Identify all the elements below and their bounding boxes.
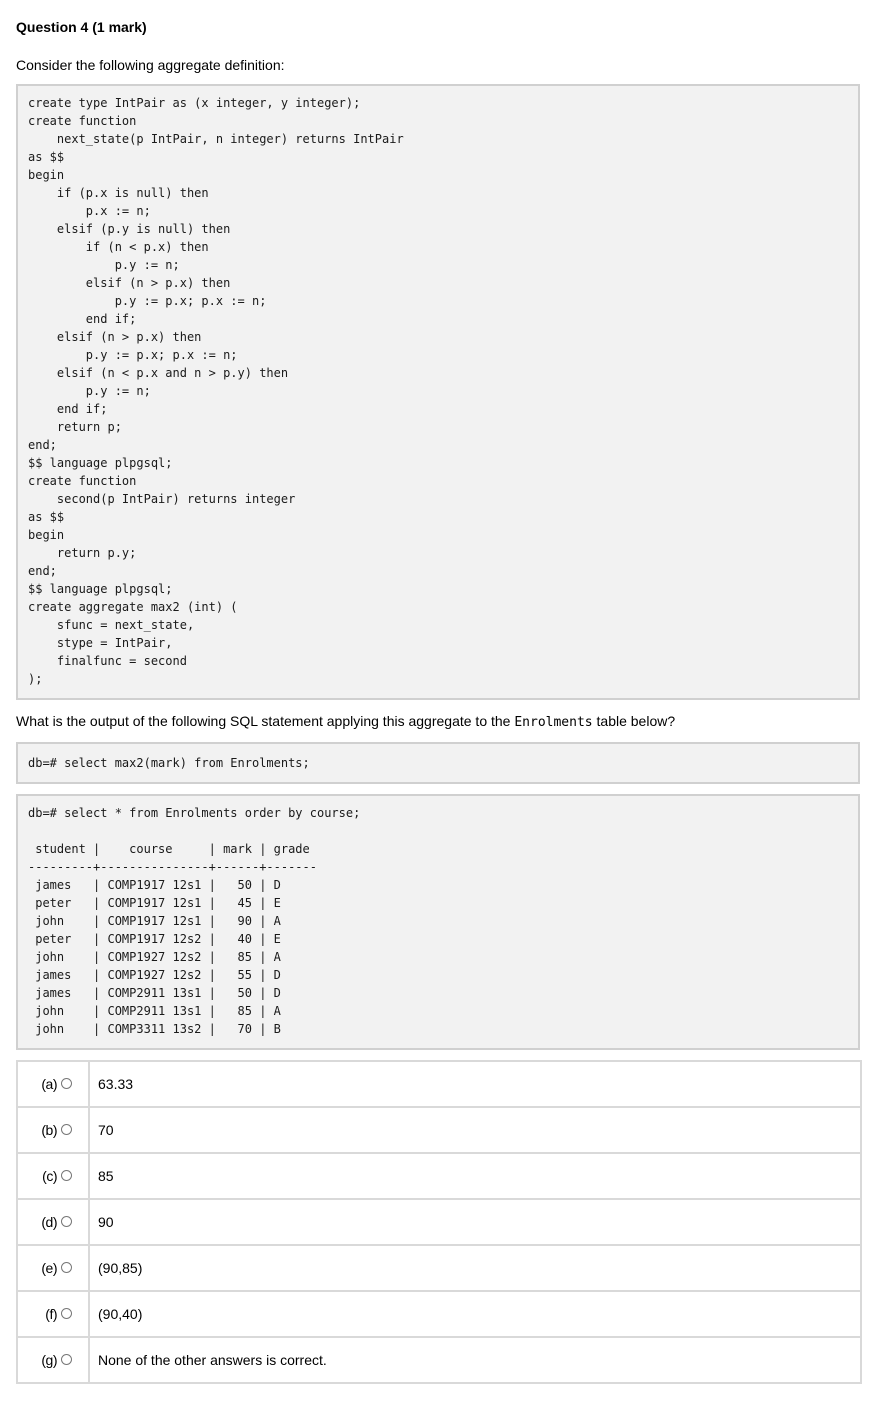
radio-button[interactable] xyxy=(61,1170,72,1181)
query-text: db=# select max2(mark) from Enrolments; xyxy=(28,756,310,770)
radio-button[interactable] xyxy=(61,1124,72,1135)
option-letter: (d) xyxy=(41,1214,57,1230)
prompt-table-name: Enrolments xyxy=(514,715,593,730)
radio-button[interactable] xyxy=(61,1262,72,1273)
option-row[interactable] xyxy=(17,1199,861,1245)
option-letter: (b) xyxy=(41,1122,57,1138)
table-output-text: db=# select * from Enrolments order by course; student | course | mark | grade ---------+---------------+------+------- james | COMP1917 12s1 | 50 | D peter | COMP1917 12s1 | 45 | E john | COMP1917 12s1 | 90 | A peter | COMP1917 12s2 | 40 | E john | COMP1927 12s2 | 85 | A james | COMP1927 12s2 | 55 | D james | COMP2911 13s1 | 50 | D john | COMP2911 13s1 | 85 | A john | COMP3311 13s2 | 70 | B xyxy=(28,806,361,1036)
option-row[interactable] xyxy=(17,1245,861,1291)
radio-button[interactable] xyxy=(61,1354,72,1365)
prompt-text-before: What is the output of the following SQL statement applying this aggregate to the xyxy=(16,713,515,729)
question-intro: Consider the following aggregate definition: xyxy=(16,57,285,73)
option-text[interactable]: None of the other answers is correct. xyxy=(89,1337,861,1383)
question-prompt xyxy=(16,712,675,732)
option-text[interactable]: 63.33 xyxy=(89,1061,861,1107)
query-block xyxy=(16,742,860,784)
option-row[interactable] xyxy=(17,1107,861,1153)
prompt-text-after: table below? xyxy=(592,713,676,729)
table-output-block xyxy=(16,794,860,1050)
option-text[interactable]: (90,85) xyxy=(89,1245,861,1291)
radio-button[interactable] xyxy=(61,1308,72,1319)
option-letter: (e) xyxy=(41,1260,57,1276)
code-text: create type IntPair as (x integer, y integer); create function next_state(p IntPair, n integer) returns IntPair as $$ begin if (p.x is null) then p.x := n; elsif (p.y is null) then if (n < p.x) then p.y := n; elsif (n > p.x) then p.y := p.x; p.x := n; end if; elsif (n > p.x) then p.y := p.x; p.x := n; elsif (n < p.x and n > p.y) then p.y := n; end if; return p; end; $$ language plpgsql; create function second(p IntPair) returns integer as $$ begin return p.y; end; $$ language plpgsql; create aggregate max2 (int) ( sfunc = next_state, stype = IntPair, finalfunc = second ); xyxy=(28,96,404,686)
question-title: Question 4 (1 mark) xyxy=(16,19,147,35)
radio-button[interactable] xyxy=(61,1216,72,1227)
option-row[interactable] xyxy=(17,1061,861,1107)
option-row[interactable] xyxy=(17,1153,861,1199)
option-row[interactable] xyxy=(17,1291,861,1337)
option-letter: (f) xyxy=(45,1306,57,1322)
option-text[interactable]: 70 xyxy=(89,1107,861,1153)
option-letter: (a) xyxy=(41,1076,57,1092)
option-letter: (c) xyxy=(42,1168,57,1184)
option-letter: (g) xyxy=(41,1352,57,1368)
option-text[interactable]: (90,40) xyxy=(89,1291,861,1337)
option-text[interactable]: 85 xyxy=(89,1153,861,1199)
option-row[interactable] xyxy=(17,1337,861,1383)
radio-button[interactable] xyxy=(61,1078,72,1089)
option-text[interactable]: 90 xyxy=(89,1199,861,1245)
code-block xyxy=(16,84,860,700)
answer-options xyxy=(16,1060,862,1384)
